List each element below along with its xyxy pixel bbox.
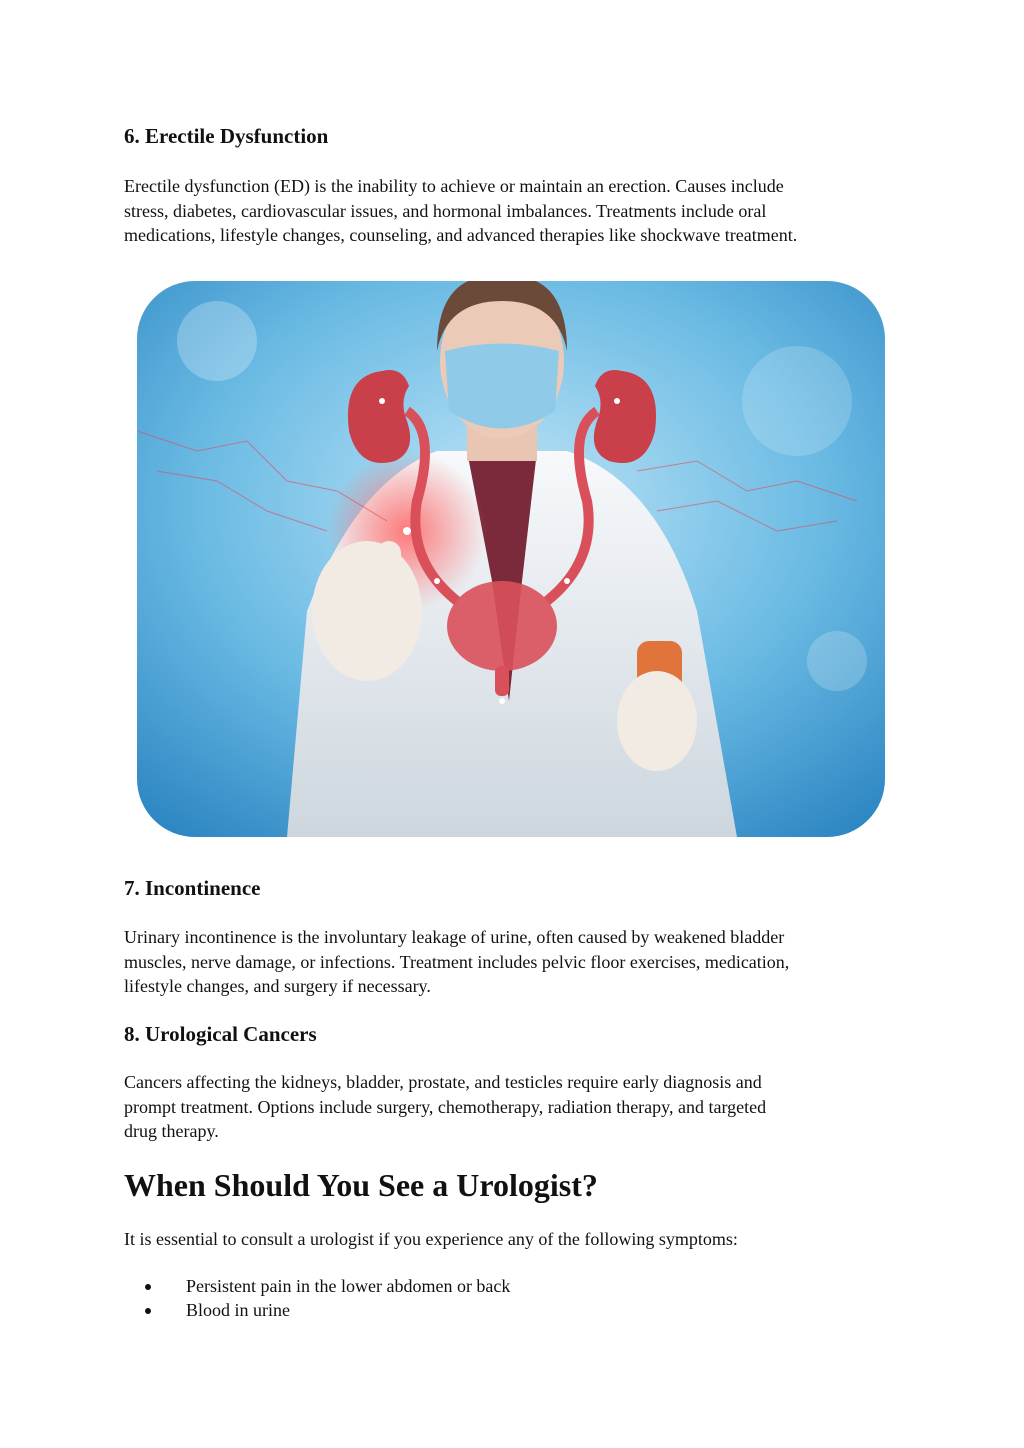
symptom-list (124, 1274, 510, 1322)
paragraph-intro: It is essential to consult a urologist if you experience any of the following symptoms: (124, 1229, 738, 1249)
urology-illustration-image (137, 281, 885, 837)
paragraph-urological-cancers: Cancers affecting the kidneys, bladder, prostate, and testicles require early diagnosis and prompt treatment. Options include surgery, chemotherapy, radiation therapy, and targeted drug therapy. (124, 1072, 767, 1141)
paragraph-incontinence: Urinary incontinence is the involuntary leakage of urine, often caused by weakened bladder muscles, nerve damage, or infections. Treatment includes pelvic floor exercises, medication, lifestyle changes, and surgery if necessary. (124, 927, 790, 996)
heading-urological-cancers: 8. Urological Cancers (124, 1022, 317, 1046)
heading-erectile-dysfunction: 6. Erectile Dysfunction (124, 124, 329, 148)
paragraph-erectile-dysfunction: Erectile dysfunction (ED) is the inability to achieve or maintain an erection. Causes include stress, diabetes, cardiovascular issues, and hormonal imbalances. Treatments include oral medications, lifestyle changes, counseling, and advanced therapies like shockwave treatment. (124, 176, 798, 245)
heading-when-to-see-urologist: When Should You See a Urologist? (124, 1167, 598, 1203)
list-item: Blood in urine (124, 1298, 510, 1322)
heading-incontinence: 7. Incontinence (124, 876, 261, 900)
urology-illustration-icon (137, 281, 885, 837)
list-item: Persistent pain in the lower abdomen or back (124, 1274, 510, 1298)
